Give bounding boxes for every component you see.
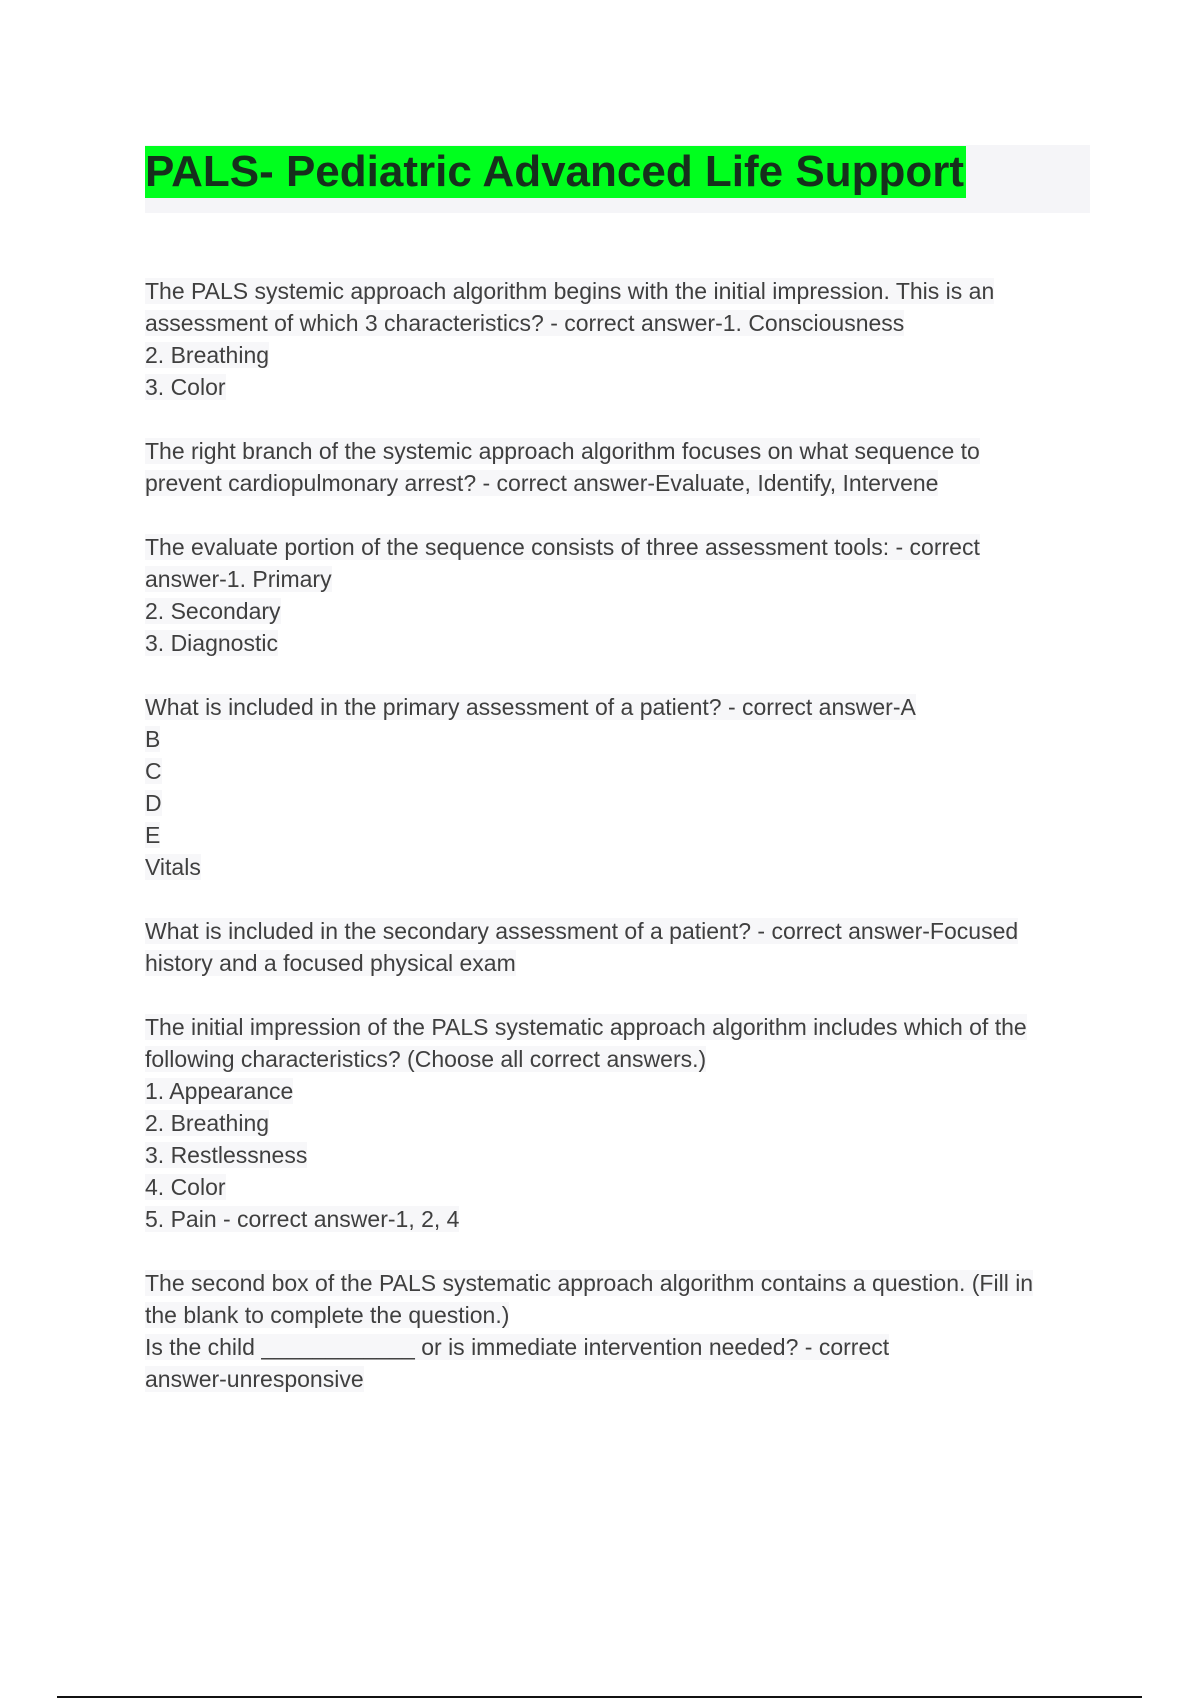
qa-line: B — [145, 726, 161, 752]
qa-line: 3. Diagnostic — [145, 630, 278, 656]
qa-line: What is included in the secondary assessment of a patient? - correct answer-Focused — [145, 918, 1019, 944]
qa-line: 1. Appearance — [145, 1078, 294, 1104]
qa-line: E — [145, 822, 161, 848]
qa-item — [145, 1267, 1090, 1395]
qa-line: 4. Color — [145, 1174, 226, 1200]
document-title: PALS- Pediatric Advanced Life Support — [145, 147, 965, 196]
qa-item — [145, 1011, 1090, 1235]
qa-line: What is included in the primary assessment of a patient? - correct answer-A — [145, 694, 916, 720]
qa-line: history and a focused physical exam — [145, 950, 516, 976]
qa-line: assessment of which 3 characteristics? - correct answer-1. Consciousness — [145, 310, 905, 336]
qa-line: The initial impression of the PALS systematic approach algorithm includes which of the — [145, 1014, 1027, 1040]
qa-line: the blank to complete the question.) — [145, 1302, 510, 1328]
qa-line: 2. Breathing — [145, 1110, 270, 1136]
qa-line: 3. Color — [145, 374, 226, 400]
qa-item — [145, 531, 1090, 659]
qa-line: answer-1. Primary — [145, 566, 332, 592]
qa-line: Is the child ____________ or is immediate intervention needed? - correct — [145, 1334, 890, 1360]
qa-line: answer-unresponsive — [145, 1366, 364, 1392]
qa-item — [145, 275, 1090, 403]
qa-line: 2. Secondary — [145, 598, 281, 624]
qa-line: The evaluate portion of the sequence consists of three assessment tools: - correct — [145, 534, 980, 560]
footer-divider — [57, 1696, 1142, 1698]
qa-line: C — [145, 758, 162, 784]
qa-line: 2. Breathing — [145, 342, 270, 368]
qa-line: The PALS systemic approach algorithm begins with the initial impression. This is an — [145, 278, 995, 304]
qa-line: following characteristics? (Choose all correct answers.) — [145, 1046, 707, 1072]
qa-item — [145, 435, 1090, 499]
qa-line: The right branch of the systemic approach algorithm focuses on what sequence to — [145, 438, 980, 464]
qa-line: prevent cardiopulmonary arrest? - correct answer-Evaluate, Identify, Intervene — [145, 470, 939, 496]
qa-line: Vitals — [145, 854, 201, 880]
qa-line: 5. Pain - correct answer-1, 2, 4 — [145, 1206, 460, 1232]
qa-item — [145, 691, 1090, 883]
qa-line: D — [145, 790, 162, 816]
qa-line: 3. Restlessness — [145, 1142, 308, 1168]
qa-item — [145, 915, 1090, 979]
qa-line: The second box of the PALS systematic approach algorithm contains a question. (Fill in — [145, 1270, 1034, 1296]
qa-list — [145, 275, 1090, 1427]
